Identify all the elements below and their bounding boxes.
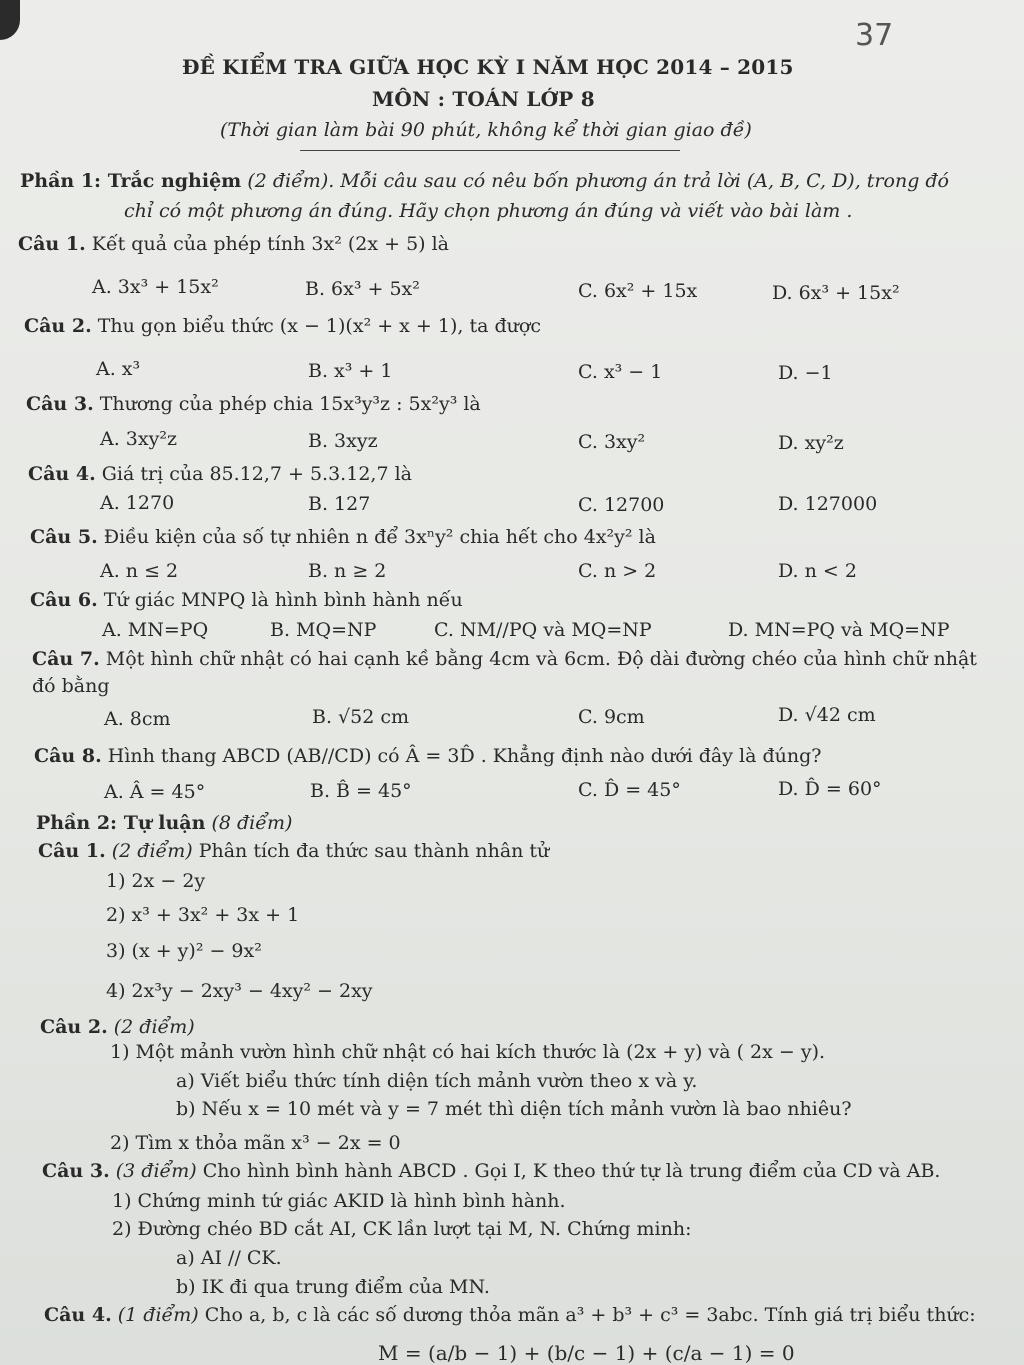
q6-option-c: C. NM//PQ và MQ=NP bbox=[434, 619, 652, 641]
part1-heading-line bbox=[20, 170, 949, 192]
q8-option-a: A. Â = 45° bbox=[104, 781, 206, 803]
part2-heading: Phần 2: Tự luận bbox=[36, 812, 206, 834]
q4-option-b: B. 127 bbox=[308, 493, 371, 515]
q7-option-a: A. 8cm bbox=[104, 708, 171, 730]
question-6-text: Tứ giác MNPQ là hình bình hành nếu bbox=[103, 589, 463, 611]
question-8-text: Hình thang ABCD (AB//CD) có Â = 3D̂ . Khẳng định nào dưới đây là đúng? bbox=[107, 745, 822, 767]
essay-q2-item-2: 2) Tìm x thỏa mãn x³ − 2x = 0 bbox=[110, 1132, 401, 1154]
question-3: Câu 3. Thương của phép chia 15x³y³z : 5x²y³ là bbox=[26, 393, 481, 415]
q5-option-d: D. n < 2 bbox=[778, 560, 857, 582]
exam-subject: MÔN : TOÁN LỚP 8 bbox=[372, 87, 595, 111]
question-7-text: Một hình chữ nhật có hai cạnh kề bằng 4cm và 6cm. Độ dài đường chéo của hình chữ nhật bbox=[105, 648, 977, 670]
q8-option-b: B. B̂ = 45° bbox=[310, 780, 412, 802]
q7-option-d: D. √42 cm bbox=[778, 704, 876, 726]
exam-title: ĐỀ KIỂM TRA GIỮA HỌC KỲ I NĂM HỌC 2014 – 2015 bbox=[182, 55, 794, 79]
q4-option-d: D. 127000 bbox=[778, 493, 878, 515]
question-8: Câu 8. Hình thang ABCD (AB//CD) có Â = 3D̂ . Khẳng định nào dưới đây là đúng? bbox=[34, 745, 822, 767]
question-6: Câu 6. Tứ giác MNPQ là hình bình hành nếu bbox=[30, 589, 463, 611]
part1-instruction: chỉ có một phương án đúng. Hãy chọn phương án đúng và viết vào bài làm . bbox=[124, 200, 853, 222]
essay-question-3: Câu 3. (3 điểm) Cho hình bình hành ABCD . Gọi I, K theo thứ tự là trung điểm của CD và AB. bbox=[42, 1160, 941, 1182]
q5-option-c: C. n > 2 bbox=[578, 560, 657, 582]
question-7: Câu 7. Một hình chữ nhật có hai cạnh kề bằng 4cm và 6cm. Độ dài đường chéo của hình chữ nhật bbox=[32, 648, 977, 670]
question-1-text: Kết quả của phép tính 3x² (2x + 5) là bbox=[91, 233, 450, 255]
q8-option-c: C. D̂ = 45° bbox=[578, 779, 681, 801]
part1-heading: Phần 1: Trắc nghiệm bbox=[20, 170, 242, 192]
question-2: Câu 2. Thu gọn biểu thức (x − 1)(x² + x + 1), ta được bbox=[24, 315, 541, 337]
essay-question-2: Câu 2. (2 điểm) bbox=[40, 1016, 195, 1038]
q8-option-d: D. D̂ = 60° bbox=[778, 778, 882, 800]
q5-option-a: A. n ≤ 2 bbox=[100, 560, 179, 582]
essay-q1-item-2: 2) x³ + 3x² + 3x + 1 bbox=[106, 904, 300, 926]
question-5-text: Điều kiện của số tự nhiên n để 3xⁿy² chia hết cho 4x²y² là bbox=[103, 526, 656, 548]
q2-option-d: D. −1 bbox=[778, 362, 833, 384]
q4-option-c: C. 12700 bbox=[578, 494, 665, 516]
exam-duration: (Thời gian làm bài 90 phút, không kể thời gian giao đề) bbox=[220, 119, 752, 141]
essay-question-1: Câu 1. (2 điểm) Phân tích đa thức sau thành nhân tử bbox=[38, 840, 550, 862]
question-2-text: Thu gọn biểu thức (x − 1)(x² + x + 1), ta được bbox=[97, 315, 541, 337]
q1-option-b: B. 6x³ + 5x² bbox=[305, 278, 420, 300]
essay-q1-item-1: 1) 2x − 2y bbox=[106, 870, 206, 892]
essay-q2-item-1b: b) Nếu x = 10 mét và y = 7 mét thì diện tích mảnh vườn là bao nhiêu? bbox=[176, 1098, 852, 1120]
q3-option-a: A. 3xy²z bbox=[100, 428, 177, 450]
q7-option-b: B. √52 cm bbox=[312, 706, 410, 728]
essay-q3-item-2b: b) IK đi qua trung điểm của MN. bbox=[176, 1276, 490, 1298]
essay-q2-item-1: 1) Một mảnh vườn hình chữ nhật có hai kích thước là (2x + y) và ( 2x − y). bbox=[110, 1041, 826, 1063]
q2-option-b: B. x³ + 1 bbox=[308, 360, 393, 382]
part1-points: (2 điểm). Mỗi câu sau có nêu bốn phương án trả lời (A, B, C, D), trong đó bbox=[247, 170, 949, 192]
handwritten-page-number: 37 bbox=[855, 18, 894, 53]
header-underline bbox=[300, 150, 680, 151]
photo-corner-shadow bbox=[0, 0, 20, 40]
q1-option-c: C. 6x² + 15x bbox=[578, 280, 698, 302]
essay-question-4: Câu 4. (1 điểm) Cho a, b, c là các số dương thỏa mãn a³ + b³ + c³ = 3abc. Tính giá trị biểu thức: bbox=[44, 1304, 976, 1326]
essay-q3-item-1: 1) Chứng minh tứ giác AKID là hình bình hành. bbox=[112, 1190, 566, 1212]
q3-option-d: D. xy²z bbox=[778, 432, 844, 454]
question-7-text-line2: đó bằng bbox=[32, 675, 110, 697]
q5-option-b: B. n ≥ 2 bbox=[308, 560, 387, 582]
q3-option-b: B. 3xyz bbox=[308, 430, 378, 452]
q1-option-d: D. 6x³ + 15x² bbox=[772, 282, 900, 304]
question-5: Câu 5. Điều kiện của số tự nhiên n để 3xⁿy² chia hết cho 4x²y² là bbox=[30, 526, 656, 548]
q2-option-c: C. x³ − 1 bbox=[578, 361, 663, 383]
q6-option-d: D. MN=PQ và MQ=NP bbox=[728, 619, 950, 641]
essay-q3-item-2: 2) Đường chéo BD cắt AI, CK lần lượt tại M, N. Chứng minh: bbox=[112, 1218, 692, 1240]
essay-q4-formula: M = (a/b − 1) + (b/c − 1) + (c/a − 1) = 0 bbox=[378, 1341, 795, 1365]
essay-q3-item-2a: a) AI // CK. bbox=[176, 1247, 282, 1269]
q7-option-c: C. 9cm bbox=[578, 706, 645, 728]
essay-q2-item-1a: a) Viết biểu thức tính diện tích mảnh vườn theo x và y. bbox=[176, 1070, 698, 1092]
q1-option-a: A. 3x³ + 15x² bbox=[92, 276, 219, 298]
question-4-text: Giá trị của 85.12,7 + 5.3.12,7 là bbox=[101, 463, 412, 485]
q3-option-c: C. 3xy² bbox=[578, 431, 646, 453]
part2-heading-line bbox=[36, 812, 292, 834]
essay-q1-item-3: 3) (x + y)² − 9x² bbox=[106, 940, 262, 962]
essay-q1-item-4: 4) 2x³y − 2xy³ − 4xy² − 2xy bbox=[106, 980, 373, 1002]
q6-option-b: B. MQ=NP bbox=[270, 619, 377, 641]
question-4: Câu 4. Giá trị của 85.12,7 + 5.3.12,7 là bbox=[28, 463, 412, 485]
q4-option-a: A. 1270 bbox=[100, 492, 175, 514]
part2-points: (8 điểm) bbox=[211, 812, 293, 834]
q2-option-a: A. x³ bbox=[96, 358, 141, 380]
question-3-text: Thương của phép chia 15x³y³z : 5x²y³ là bbox=[99, 393, 481, 415]
q6-option-a: A. MN=PQ bbox=[102, 619, 209, 641]
question-1: Câu 1. Kết quả của phép tính 3x² (2x + 5) là bbox=[18, 233, 450, 255]
